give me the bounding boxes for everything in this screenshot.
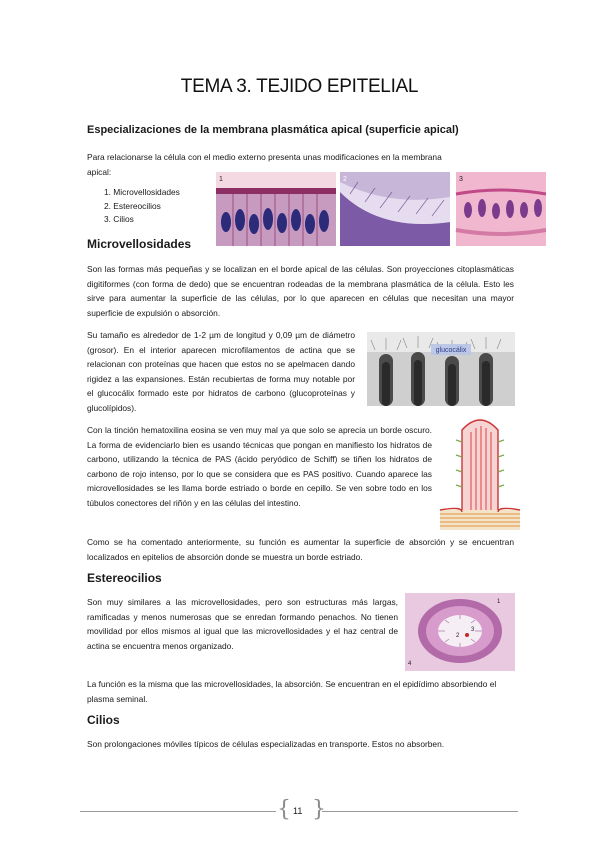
fig-label: 3	[459, 176, 463, 183]
microvellosidades-paragraph-1: Son las formas más pequeñas y se localizan en el borde apical de las células. Son proyecciones citoplasmáticas digitiformes (con forma de dedo) que se encuentran rodeadas de la membrana plasmática de la célula. Esto les sirve para aumentar la superficie de las células, por lo que aparecen en células que necesitan una mayor superficie de expulsión o absorción.	[87, 264, 514, 318]
micrograph-panel-2	[340, 172, 450, 246]
footer-rule-left	[80, 811, 276, 812]
intro-line-2: apical:	[87, 166, 112, 177]
page-title: TEMA 3. TEJIDO EPITELIAL	[180, 76, 419, 97]
intro-line-1: Para relacionarse la célula con el medio externo presenta unas modificaciones en la membrana	[87, 152, 442, 162]
cilios-heading: Cilios	[87, 713, 120, 727]
list-item: 3. Cilios	[104, 214, 134, 224]
section-heading: Especializaciones de la membrana plasmática apical (superficie apical)	[87, 124, 459, 136]
estereocilios-heading: Estereocilios	[87, 571, 162, 585]
fig-label: 1	[219, 176, 223, 183]
list-item: 2. Estereocilios	[104, 200, 161, 211]
epididymis-micrograph	[405, 593, 515, 671]
footer-brace-right: }	[312, 797, 326, 822]
micrograph-strip	[216, 172, 546, 246]
estereocilios-paragraph-1: Son muy similares a las microvellosidades, pero son estructuras más largas, ramificadas y menos numerosas que se enredan formando penachos. No tienen movilidad por ellos mismos al igual que las microvellosidades y el haz central de actina se encuentra menos organizado.	[87, 597, 398, 651]
microvellosidades-paragraph-4: Como se ha comentado anteriormente, su función es aumentar la superficie de absorción y se encuentran localizados en epitelios de absorción donde se muestra un borde estriado.	[87, 537, 514, 562]
fig-label: 2	[456, 633, 460, 639]
microvellosidades-paragraph-3: Con la tinción hematoxilina eosina se ven muy mal ya que solo se aprecia un borde oscuro. La forma de evidenciarlo bien es usando técnicas que pongan en manifiesto los hidratos de carbono, utilizando la técnica de PAS (ácido peryódico de Schiff) se tiñen los hidratos de carbono de rojo intenso, por lo que se considera que es PAS positivo. Cuando aparece las microvellosidades se les llama borde estriado o borde en cepillo. Se ven sobre todo en los túbulos conectores del riñón y en las células del intestino.	[87, 425, 432, 508]
microvellosidades-heading: Microvellosidades	[87, 237, 192, 251]
fig-label: 1	[497, 599, 501, 605]
page-number: 11	[293, 806, 303, 816]
fig-label: 3	[471, 627, 475, 633]
fig-label: 2	[343, 176, 347, 183]
fig-label: 4	[408, 661, 412, 667]
glucocalix-micrograph	[367, 332, 515, 406]
cilios-paragraph-1: Son prolongaciones móviles típicos de células especializadas en transporte. Estos no absorben.	[87, 739, 445, 749]
footer-rule-right	[322, 811, 518, 812]
specializations-list	[104, 186, 180, 227]
list-item: 1. Microvellosidades	[104, 187, 180, 197]
microvellosidades-paragraph-2: Su tamaño es alrededor de 1-2 µm de longitud y 0,09 µm de diámetro (grosor). En el interior aparecen microfilamentos de actina que se relacionan con proteínas que hacen que estos no se apelmacen dando rigidez a las expansiones. Están recubiertas de forma muy notable por el glucocálix formado este por hidratos de carbono (glucoproteínas y glucolípidos).	[87, 330, 355, 413]
micrograph-panel-1	[216, 172, 336, 246]
micrograph-panel-3	[456, 172, 546, 246]
microvillus-diagram	[440, 412, 520, 530]
estereocilios-paragraph-2: La función es la misma que las microvellosidades, la absorción. Se encuentran en el epidídimo absorbiendo el plasma seminal.	[87, 679, 497, 704]
footer-brace-left: {	[277, 797, 291, 822]
glucocalix-label: glucocálix	[435, 347, 467, 354]
